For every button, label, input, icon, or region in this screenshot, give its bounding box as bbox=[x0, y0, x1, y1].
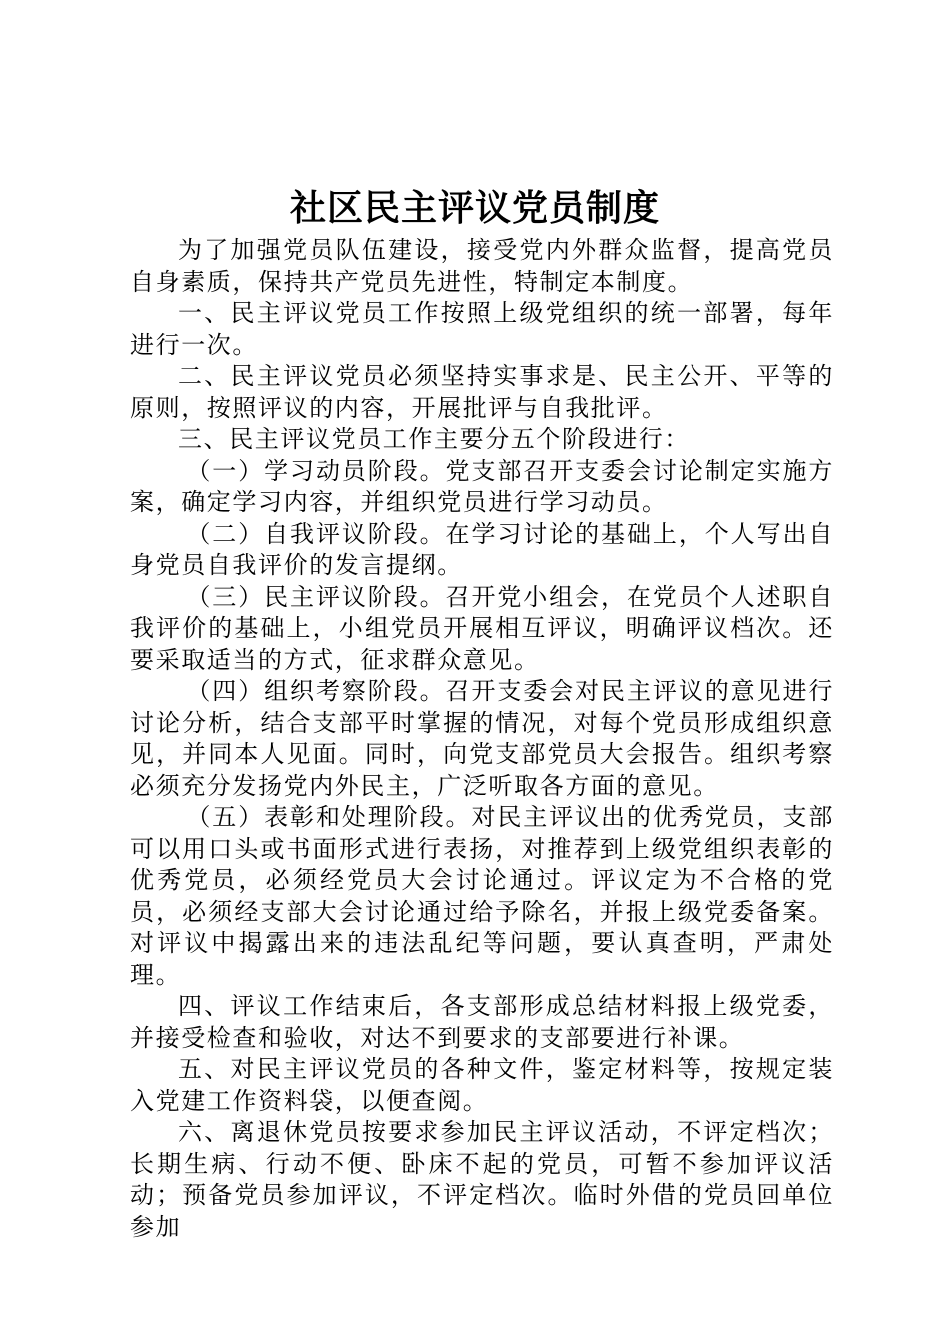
paragraph-item-6: 六、离退休党员按要求参加民主评议活动，不评定档次；长期生病、行动不便、卧床不起的党员，可暂不参加评议活动；预备党员参加评议，不评定档次。临时外借的党员回单位参加 bbox=[130, 1118, 834, 1241]
paragraph-item-5: 五、对民主评议党员的各种文件，鉴定材料等，按规定装入党建工作资料袋，以便查阅。 bbox=[130, 1055, 834, 1115]
paragraph-stage-1: （一）学习动员阶段。党支部召开支委会讨论制定实施方案，确定学习内容，并组织党员进行学习动员。 bbox=[130, 456, 834, 516]
paragraph-stage-3: （三）民主评议阶段。召开党小组会，在党员个人述职自我评价的基础上，小组党员开展相互评议，明确评议档次。还要采取适当的方式，征求群众意见。 bbox=[130, 582, 834, 674]
paragraph-intro: 为了加强党员队伍建设，接受党内外群众监督，提高党员自身素质，保持共产党员先进性，特制定本制度。 bbox=[130, 236, 834, 296]
paragraph-item-1: 一、民主评议党员工作按照上级党组织的统一部署，每年进行一次。 bbox=[130, 299, 834, 359]
document-title: 社区民主评议党员制度 bbox=[289, 187, 660, 229]
paragraph-item-2: 二、民主评议党员必须坚持实事求是、民主公开、平等的原则，按照评议的内容，开展批评与自我批评。 bbox=[130, 362, 834, 422]
paragraph-stage-4: （四）组织考察阶段。召开支委会对民主评议的意见进行讨论分析，结合支部平时掌握的情况，对每个党员形成组织意见，并同本人见面。同时，向党支部党员大会报告。组织考察必须充分发扬党内外民主，广泛听取各方面的意见。 bbox=[130, 677, 834, 800]
paragraph-item-3: 三、民主评议党员工作主要分五个阶段进行： bbox=[178, 425, 690, 453]
paragraph-item-4: 四、评议工作结束后，各支部形成总结材料报上级党委，并接受检查和验收，对达不到要求的支部要进行补课。 bbox=[130, 992, 834, 1052]
paragraph-stage-2: （二）自我评议阶段。在学习讨论的基础上，个人写出自身党员自我评价的发言提纲。 bbox=[130, 519, 834, 579]
paragraph-stage-5: （五）表彰和处理阶段。对民主评议出的优秀党员，支部可以用口头或书面形式进行表扬，对推荐到上级党组织表彰的优秀党员，必须经党员大会讨论通过。评议定为不合格的党员，必须经支部大会讨论通过给予除名，并报上级党委备案。对评议中揭露出来的违法乱纪等问题，要认真查明，严肃处理。 bbox=[130, 803, 834, 989]
document-body bbox=[130, 235, 834, 1243]
